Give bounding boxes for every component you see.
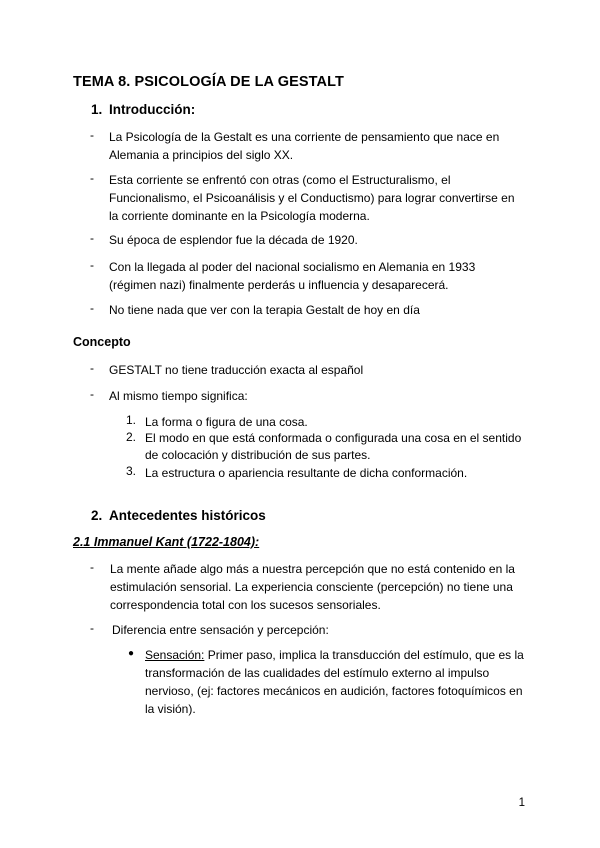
list-dash: - (90, 361, 94, 375)
list-dash: - (90, 387, 94, 401)
sublist-number: 1. (125, 413, 136, 427)
intro-item: Con la llegada al poder del nacional socialismo en Alemania en 1933 (régimen nazi) finalmente perderás u influencia y desaparecerá. (109, 260, 476, 292)
kant-item: La mente añade algo más a nuestra percepción que no está contenido en la estimulación sensorial. La experiencia consciente (percepción) no tiene una correspondencia total con los sucesos sensoriales. (110, 562, 515, 612)
sensacion-text: Primer paso, implica la transducción del estímulo, que es la transformación de las cualidades del estímulo externo al impulso nervioso, (ej: factores mecánicos en audición, factores fotoquímicos en la visión). (145, 648, 524, 716)
document-title: TEMA 8. PSICOLOGÍA DE LA GESTALT (73, 74, 344, 90)
sublist-item: El modo en que está conformada o configurada una cosa en el sentido de colocación y distribución de sus partes. (145, 431, 522, 462)
bullet-symbol: ● (128, 648, 135, 659)
sublist-number: 2. (125, 430, 136, 444)
list-dash: - (90, 301, 94, 315)
list-dash: - (90, 258, 94, 272)
list-dash: - (90, 231, 94, 245)
sensacion-term: Sensación: (145, 648, 205, 662)
list-dash: - (90, 560, 94, 574)
sublist-item: La forma o figura de una cosa. (145, 415, 308, 429)
sensacion-bullet (145, 646, 530, 718)
section1-heading: Introducción: (109, 102, 196, 117)
intro-item: No tiene nada que ver con la terapia Gestalt de hoy en día (109, 303, 420, 317)
concepto-heading: Concepto (73, 335, 131, 349)
intro-item: La Psicología de la Gestalt es una corriente de pensamiento que nace en Alemania a principios del siglo XX. (109, 130, 500, 162)
intro-item: Su época de esplendor fue la década de 1920. (109, 233, 358, 247)
section1-number: 1. (91, 102, 103, 117)
sublist-number: 3. (125, 464, 136, 478)
sublist-item: La estructura o apariencia resultante de dicha conformación. (145, 466, 468, 480)
page-number: 1 (518, 797, 525, 809)
intro-item: Esta corriente se enfrentó con otras (como el Estructuralismo, el Funcionalismo, el Psicoanálisis y el Conductismo) para lograr convertirse en la corriente dominante en la Psicología moderna. (109, 173, 515, 223)
section2-heading: Antecedentes históricos (109, 508, 266, 523)
kant-item: Diferencia entre sensación y percepción: (112, 623, 329, 637)
concepto-item: Al mismo tiempo significa: (109, 389, 248, 403)
list-dash: - (90, 621, 94, 635)
kant-subheading: 2.1 Immanuel Kant (1722-1804): (73, 535, 260, 549)
concepto-item: GESTALT no tiene traducción exacta al español (109, 363, 364, 377)
list-dash: - (90, 128, 94, 142)
section2-number: 2. (91, 508, 103, 523)
list-dash: - (90, 171, 94, 185)
